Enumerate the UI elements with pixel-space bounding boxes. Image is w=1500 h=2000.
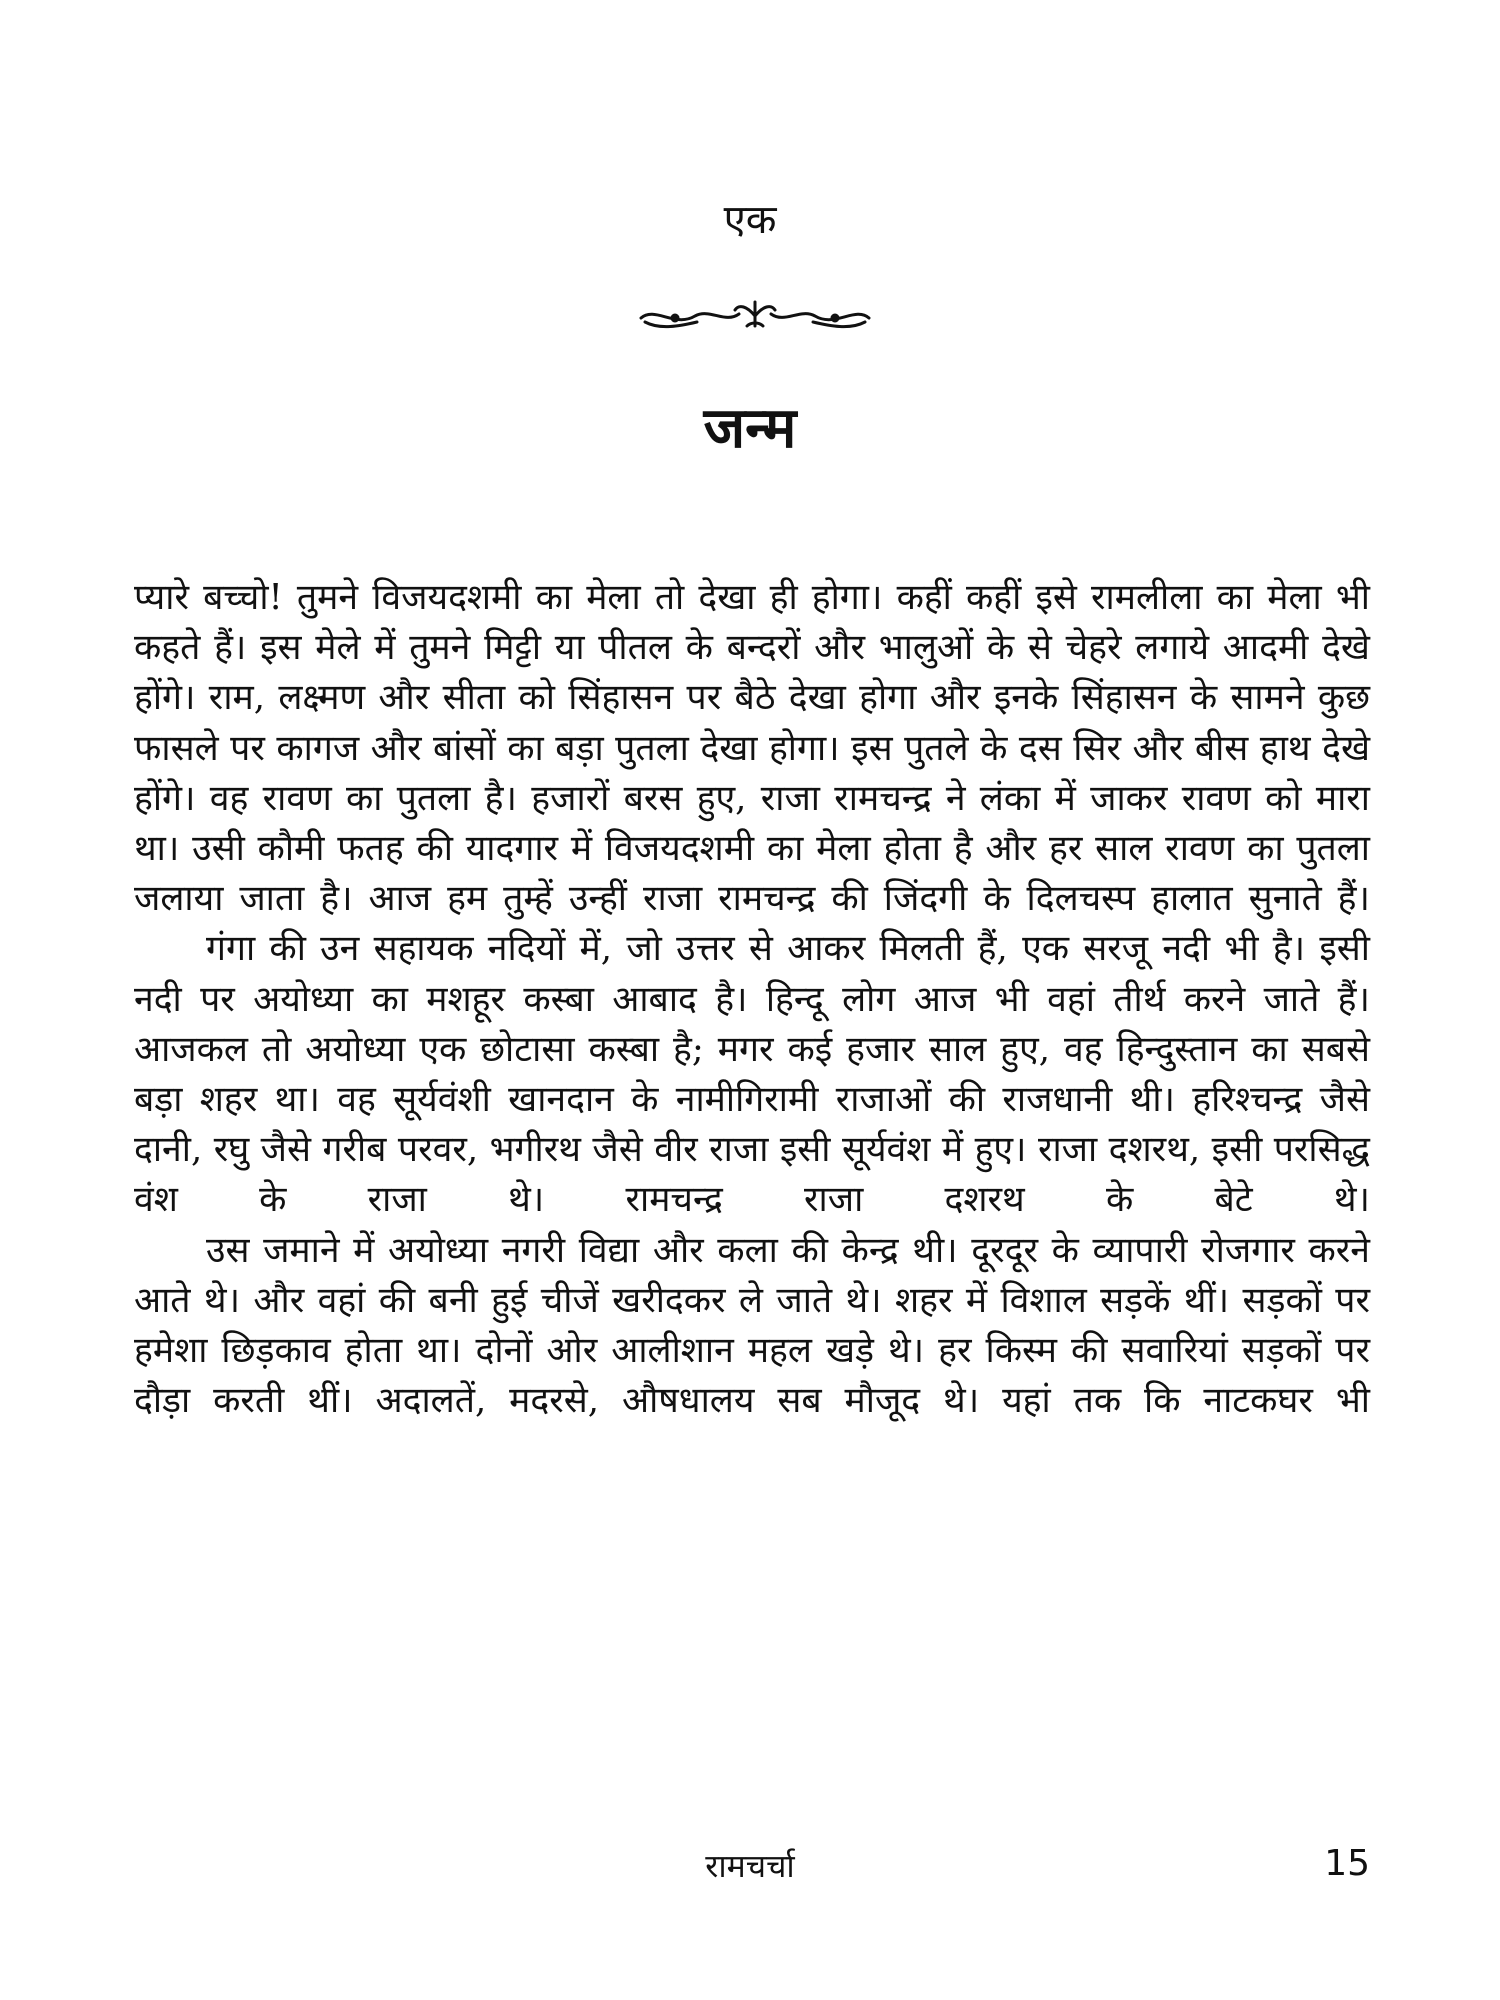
text-line: हाथ देखे होंगे। वह रावण का पुतला है। हजारों बरस हुए, राजा रामचन्द्र ने लंका bbox=[134, 727, 1370, 819]
page-number: 15 bbox=[1324, 1843, 1370, 1884]
text-line: इसी परसिद्ध वंश के राजा थे। रामचन्द्र राजा दशरथ के बेटे थे। bbox=[134, 1129, 1370, 1221]
text-line: जैसे गरीब परवर, भगीरथ जैसे वीर राजा इसी सूर्यवंश में हुए। राजा दशरथ, bbox=[260, 1129, 1201, 1171]
text-line: मेला होता है और हर साल रावण का पुतला जलाया जाता है। आज हम तुम्हें bbox=[134, 828, 1370, 920]
text-line: नदी भी है। इसी नदी पर अयोध्या का मशहूर कस्बा आबाद है। हिन्दू लोग bbox=[134, 928, 1370, 1020]
floral-divider-icon bbox=[635, 296, 875, 336]
chapter-number: एक bbox=[723, 197, 777, 243]
text-line: उन्हीं राजा रामचन्द्र की जिंदगी के दिलचस्प हालात सुनाते हैं। bbox=[568, 878, 1370, 920]
text-line: मगर कई हजार साल हुए, वह हिन्दुस्तान का सबसे बड़ा शहर था। वह सूर्यवंशी bbox=[134, 1028, 1370, 1121]
text-line: खानदान के नामीगिरामी राजाओं की राजधानी थी। हरिश्चन्द्र जैसे दानी, रघु bbox=[134, 1079, 1370, 1171]
text-line: कागज और बांसों का बड़ा पुतला देखा होगा। इस पुतले के दस सिर और बीस bbox=[276, 727, 1249, 769]
text-line: थे। शहर में विशाल सड़कें थीं। सड़कों पर हमेशा छिड़काव होता था। दोनों bbox=[134, 1279, 1370, 1372]
text-line: सिंहासन पर बैठे देखा होगा और इनके सिंहासन के सामने कुछ फासले पर bbox=[134, 677, 1370, 769]
paragraph-1 bbox=[134, 573, 1370, 924]
body-text bbox=[134, 573, 1370, 1426]
text-line: में जाकर रावण को मारा था। उसी कौमी फतह की यादगार में विजयदशमी का bbox=[134, 777, 1370, 870]
paragraph-2 bbox=[134, 924, 1370, 1225]
chapter-title: जन्म bbox=[703, 395, 797, 461]
paragraph-3 bbox=[134, 1226, 1370, 1427]
running-footer-title: रामचर्चा bbox=[705, 1847, 795, 1885]
text-line: प्यारे बच्चो! तुमने विजयदशमी का मेला तो देखा ही होगा। कहीं कहीं इसे bbox=[134, 577, 1077, 618]
text-line: गंगा की उन सहायक नदियों में, जो उत्तर से आकर मिलती हैं, एक सरजू bbox=[206, 928, 1149, 970]
text-line: आज भी वहां तीर्थ करने जाते हैं। आजकल तो अयोध्या एक छोटासा कस्बा है; bbox=[134, 978, 1370, 1070]
text-line: उस जमाने में अयोध्या नगरी विद्या और कला की केन्द्र थी। दूरदूर के bbox=[206, 1229, 1079, 1271]
text-line: और भालुओं के से चेहरे लगाये आदमी देखे होंगे। राम, लक्ष्मण और सीता को bbox=[134, 627, 1370, 719]
text-line: थीं। अदालतें, मदरसे, औषधालय सब मौजूद थे। यहां तक कि नाटकघर भी bbox=[307, 1380, 1370, 1422]
text-line: रामलीला का मेला भी कहते हैं। इस मेले में तुमने मिट्टी या पीतल के बन्दरों bbox=[134, 577, 1370, 669]
text-line: व्यापारी रोजगार करने आते थे। और वहां की बनी हुई चीजें खरीदकर ले जाते bbox=[134, 1229, 1370, 1321]
text-line: ओर आलीशान महल खड़े थे। हर किस्म की सवारियां सड़कों पर दौड़ा करती bbox=[134, 1330, 1370, 1422]
